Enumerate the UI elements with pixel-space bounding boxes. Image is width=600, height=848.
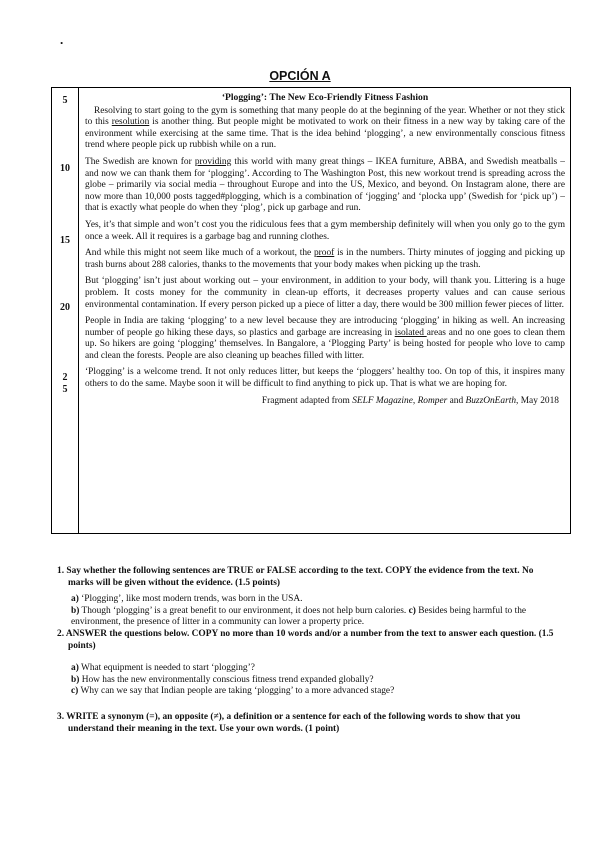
line-number-10: 10 [60,163,70,174]
line-number-15: 15 [60,235,70,246]
line-number-column [52,88,79,533]
line-number-5: 5 [62,95,68,106]
underlined-word-providing: providing [194,156,232,167]
paragraph-3: Yes, it’s that simple and won’t cost you the ridiculous fees that a gym membership definitely will when you only go to the gym once a week. All it requires is a garbage bag and running clothes. [85,219,565,242]
question-2b: b) How has the new environmentally conscious fitness trend expanded globally? [71,674,374,685]
question-1-heading: 1. Say whether the following sentences are TRUE or FALSE according to the text. COPY the evidence from the text. No marks will be given without the evidence. (1.5 points) [57,566,534,588]
line-number-20: 20 [60,302,70,313]
question-2a: a) What equipment is needed to start ‘plogging’? [71,663,255,674]
question-2c: c) Why can we say that Indian people are taking ‘plogging’ to a more advanced stage? [71,686,395,697]
article-body [85,92,565,407]
reading-text-box [51,87,571,534]
underlined-word-isolated: isolated [394,327,427,338]
questions-section [57,566,557,735]
line-number-25-a: 2 [62,372,68,383]
question-3-heading: 3. WRITE a synonym (=), an opposite (≠), a definition or a sentence for each of the following words to show that you understand their meaning in the text. Use your own words. (1 point) [57,711,521,734]
option-title: OPCIÓN A [269,69,331,83]
question-1a: a) ‘Plogging’, like most modern trends, was born in the USA. [71,594,303,605]
paragraph-5: But ‘plogging’ isn’t just about working out – your environment, in addition to your body, will thank you. Littering is a huge problem. It costs money for the community in clean-up efforts, it decreases property values and can cause serious environmental contamination. If every person picked up a piece of litter a day, there would be 300 million fewer pieces of litter. [85,276,565,310]
paragraph-4: And while this might not seem like much of a workout, the proof is in the numbers. Thirty minutes of jogging and picking up trash burns about 288 calories, thanks to the movements that your body makes when picking up the trash. [85,248,565,270]
page-mark: . [60,32,64,47]
article-title: ‘Plogging’: The New Eco-Friendly Fitness Fashion [221,92,429,103]
paragraph-7: ‘Plogging’ is a welcome trend. It not only reduces litter, but keeps the ‘ploggers’ healthy too. On top of this, it inspires many others to do the same. Maybe soon it will be difficult to find anything to pick up. That is what we are hoping for. [85,367,565,390]
paragraph-2: The Swedish are known for providing this world with many great things – IKEA furniture, ABBA, and Swedish meatballs – and now we can thank them for ‘plogging’. According to The Washington Post, this new workout trend is spreading across the globe – primarily via social media – throughout Europe and into the US, Mexico, and beyond. On Instagram alone, there are now more than 10,000 posts tagged#plogging, which is a combination of ‘jogging’ and ‘plocka upp’ (Swedish for ‘pick up’) – that is exactly what people do when they ‘plog’, pick up garbage and run. [85,156,565,214]
question-1b-1c: b) Though ‘plogging’ is a great benefit to our environment, it does not help burn calories. c) Besides being harmful to the environment, the presence of litter in a community can lower a property price. [71,605,527,628]
line-number-25-b: 5 [62,384,68,395]
underlined-word-resolution: resolution [111,117,150,128]
underlined-word-proof: proof [313,248,335,259]
paragraph-6: People in India are taking ‘plogging’ to a new level because they are introducing ‘plogging’ in hiking as well. An increasing number of people go hiking these days, so plastics and garbage are increasing in isolated areas and no one goes to clean them up. So hikers are going ‘plogging’ themselves. In Bangalore, a ‘Plogging Party’ is being hosted for people who love to camp and clean the forests. People are also cleaning up beaches filled with litter. [85,316,565,361]
paragraph-1: Resolving to start going to the gym is something that many people do at the beginning of the year. Whether or not they stick to this resolution is another thing. But people might be motivated to work on their fitness in a new way by taking care of the environment while exercising at the same time. That is the idea behind ‘plogging’, a new environmentally conscious fitness trend where people pick up rubbish while on a run. [85,105,565,151]
question-2-heading: 2. ANSWER the questions below. COPY no more than 10 words and/or a number from the text to answer each question. (1.5 points) [57,628,554,651]
source-citation: Fragment adapted from SELF Magazine, Romper and BuzzOnEarth, May 2018 [261,395,559,406]
